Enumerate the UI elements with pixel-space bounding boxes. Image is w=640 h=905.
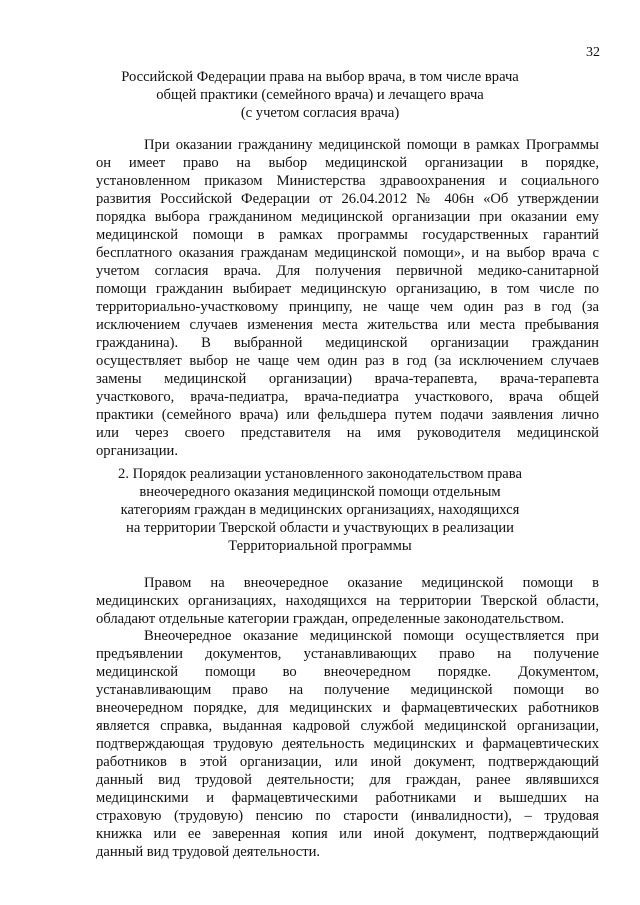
text-line: территориально-участковому принципу, не чаще чем один раз в год (за [96, 299, 599, 315]
text-line: данный вид трудовой деятельности; для граждан, ранее являвшихся [96, 772, 599, 788]
heading-line: категориям граждан в медицинских организациях, находящихся [120, 502, 520, 518]
text-line: медицинских организациях, находящихся на территории Тверской области, [96, 593, 599, 609]
text-line: установленном приказом Министерства здравоохранения и социального [96, 173, 599, 189]
text-line: подтверждающая трудовую деятельность медицинских и фармацевтических [96, 736, 599, 752]
paragraph-choice-of-doctor [96, 136, 599, 460]
heading-line: внеочередного оказания медицинской помощи отдельным [139, 484, 501, 500]
text-line: предъявлении документов, устанавливающих право на получение [96, 646, 599, 662]
text-line: внеочередном порядке, для медицинских и фармацевтических работников [96, 700, 599, 716]
text-line: страховую (трудовую) пенсию по старости (инвалидности), – трудовая [96, 808, 599, 824]
text-line: замены медицинской организации) врача-терапевта, врача-терапевта [96, 371, 599, 387]
heading-line: Территориальной программы [228, 538, 412, 554]
text-line: осуществляет выбор не чаще чем один раз в год (за исключением случаев [96, 353, 599, 369]
page-number: 32 [586, 45, 600, 60]
text-line: организации. [96, 443, 178, 459]
text-line: или через своего представителя на имя руководителя медицинской [96, 425, 599, 441]
text-line: учетом согласия врача. Для получения первичной медико-санитарной [96, 263, 599, 279]
text-line: порядка выбора гражданином медицинской организации при оказании ему [96, 209, 599, 225]
paragraph-priority-right [96, 574, 599, 628]
heading-line: Российской Федерации права на выбор врача, в том числе врача [121, 69, 519, 85]
text-line: медицинской помощи во внеочередном порядке. Документом, [96, 664, 599, 680]
text-line: помощи гражданин выбирает медицинскую организацию, в том числе по [96, 281, 599, 297]
text-line: обладают отдельные категории граждан, определенные законодательством. [96, 611, 565, 627]
text-line: практики (семейного врача) или фельдшера путем подачи заявления лично [96, 407, 599, 423]
heading-line: на территории Тверской области и участвующих в реализации [126, 520, 514, 536]
text-line: данный вид трудовой деятельности. [96, 844, 321, 860]
text-line: Внеочередное оказание медицинской помощи осуществляется при [144, 628, 599, 644]
heading-line: (с учетом согласия врача) [240, 105, 400, 121]
heading-line: общей практики (семейного врача) и лечащего врача [156, 87, 484, 103]
text-line: бесплатного оказания гражданам медицинской помощи», и на выбор врача с [96, 245, 599, 261]
text-line: является справка, выданная кадровой службой медицинской организации, [96, 718, 599, 734]
text-line: он имеет право на выбор медицинской организации в порядке, [96, 155, 599, 171]
text-line: участкового, врача-педиатра, врача-педиатра участкового, врача общей [96, 389, 599, 405]
section-heading-continued [96, 68, 544, 122]
text-line: Правом на внеочередное оказание медицинской помощи в [144, 575, 599, 591]
text-line: развития Российской Федерации от 26.04.2012 № 406н «Об утверждении [96, 191, 599, 207]
text-line: медицинскими и фармацевтическими работниками и вышедших на [96, 790, 599, 806]
text-line: медицинской помощи в рамках программы государственных гарантий [96, 227, 599, 243]
section-heading [80, 465, 560, 555]
text-line: При оказании гражданину медицинской помощи в рамках Программы [144, 137, 599, 153]
text-line: исключением случаев изменения места жительства или места пребывания [96, 317, 599, 333]
text-line: устанавливающим право на получение медицинской помощи во [96, 682, 599, 698]
heading-line: 2. Порядок реализации установленного законодательством права [118, 466, 522, 482]
text-line: гражданина). В выбранной медицинской организации гражданин [96, 335, 599, 351]
text-line: книжка или ее заверенная копия или иной документ, подтверждающий [96, 826, 599, 842]
paragraph-priority-documents [96, 627, 599, 861]
text-line: работников в этой организации, или иной документ, подтверждающий [96, 754, 599, 770]
